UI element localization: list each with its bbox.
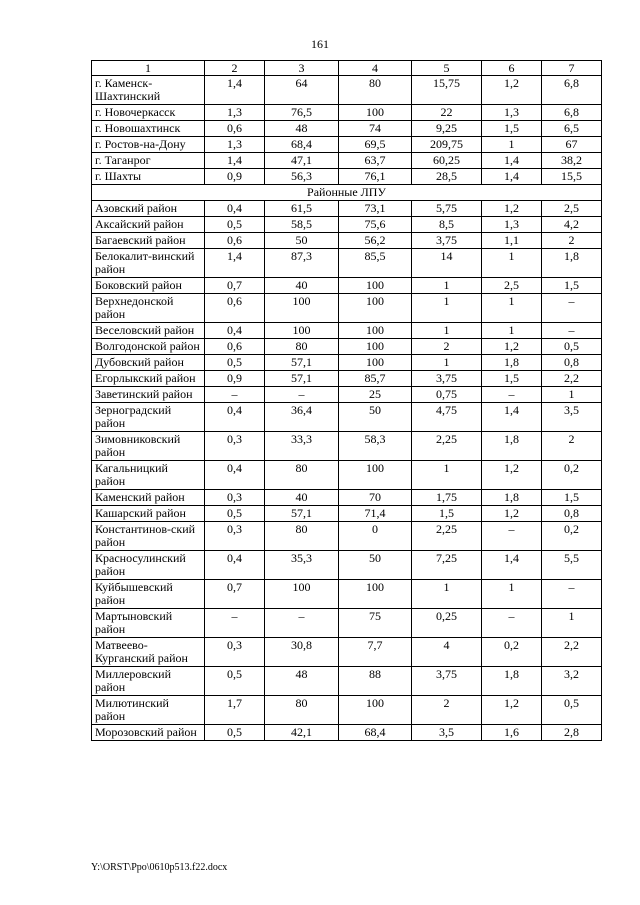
value-cell: 100	[265, 323, 339, 339]
table-row	[92, 153, 602, 169]
value-cell: 0,4	[205, 323, 265, 339]
value-cell: 1,1	[482, 233, 542, 249]
table-row	[92, 201, 602, 217]
value-cell: 2,2	[542, 638, 602, 667]
value-cell: 1,2	[482, 696, 542, 725]
value-cell: 50	[339, 551, 412, 580]
value-cell: 63,7	[339, 153, 412, 169]
value-cell: 76,5	[265, 105, 339, 121]
row-label-cell: Матвеево-Курганский район	[92, 638, 205, 667]
value-cell: 0,3	[205, 490, 265, 506]
value-cell: 1	[412, 278, 482, 294]
table-row	[92, 667, 602, 696]
value-cell: 1	[412, 323, 482, 339]
value-cell: 6,5	[542, 121, 602, 137]
row-label-cell: Зерноградский район	[92, 403, 205, 432]
table-row	[92, 105, 602, 121]
value-cell: –	[265, 387, 339, 403]
value-cell: 80	[265, 522, 339, 551]
value-cell: 1,8	[542, 249, 602, 278]
value-cell: 0,6	[205, 339, 265, 355]
value-cell: 0,7	[205, 580, 265, 609]
value-cell: 36,4	[265, 403, 339, 432]
value-cell: 58,3	[339, 432, 412, 461]
header-cell: 7	[542, 61, 602, 76]
value-cell: 100	[339, 323, 412, 339]
value-cell: 1	[482, 137, 542, 153]
table-row	[92, 696, 602, 725]
value-cell: 100	[339, 278, 412, 294]
value-cell: 1,4	[482, 551, 542, 580]
value-cell: 14	[412, 249, 482, 278]
value-cell: 1	[412, 355, 482, 371]
row-label-cell: Заветинский район	[92, 387, 205, 403]
value-cell: 7,25	[412, 551, 482, 580]
value-cell: 3,75	[412, 667, 482, 696]
value-cell: 3,5	[542, 403, 602, 432]
value-cell: 5,5	[542, 551, 602, 580]
row-label-cell: Веселовский район	[92, 323, 205, 339]
value-cell: 8,5	[412, 217, 482, 233]
row-label-cell: Миллеровский район	[92, 667, 205, 696]
value-cell: 1,5	[542, 278, 602, 294]
value-cell: 1,2	[482, 461, 542, 490]
value-cell: 69,5	[339, 137, 412, 153]
header-cell: 4	[339, 61, 412, 76]
value-cell: 1,5	[482, 371, 542, 387]
value-cell: 56,3	[265, 169, 339, 185]
value-cell: 40	[265, 490, 339, 506]
row-label-cell: Азовский район	[92, 201, 205, 217]
value-cell: 2	[542, 432, 602, 461]
table-row	[92, 217, 602, 233]
value-cell: 0,4	[205, 551, 265, 580]
value-cell: –	[542, 294, 602, 323]
table-row	[92, 355, 602, 371]
value-cell: 3,2	[542, 667, 602, 696]
value-cell: 0,4	[205, 461, 265, 490]
row-label-cell: Аксайский район	[92, 217, 205, 233]
table-row	[92, 638, 602, 667]
value-cell: 58,5	[265, 217, 339, 233]
row-label-cell: г. Новошахтинск	[92, 121, 205, 137]
value-cell: –	[482, 522, 542, 551]
table-row	[92, 339, 602, 355]
value-cell: 1,3	[205, 105, 265, 121]
row-label-cell: Кашарский район	[92, 506, 205, 522]
value-cell: 68,4	[339, 725, 412, 741]
table-row	[92, 461, 602, 490]
value-cell: 38,2	[542, 153, 602, 169]
value-cell: 0,6	[205, 121, 265, 137]
row-label-cell: Дубовский район	[92, 355, 205, 371]
value-cell: –	[542, 323, 602, 339]
value-cell: 0,5	[205, 506, 265, 522]
value-cell: 33,3	[265, 432, 339, 461]
value-cell: 0,3	[205, 522, 265, 551]
value-cell: 1,4	[205, 76, 265, 105]
value-cell: 75	[339, 609, 412, 638]
table-row	[92, 323, 602, 339]
value-cell: 74	[339, 121, 412, 137]
value-cell: 3,5	[412, 725, 482, 741]
value-cell: 1,5	[542, 490, 602, 506]
value-cell: 42,1	[265, 725, 339, 741]
value-cell: 1,8	[482, 667, 542, 696]
value-cell: 80	[339, 76, 412, 105]
row-label-cell: Белокалит-винский район	[92, 249, 205, 278]
value-cell: 0,4	[205, 403, 265, 432]
value-cell: 1,8	[482, 355, 542, 371]
value-cell: –	[265, 609, 339, 638]
value-cell: 1	[542, 609, 602, 638]
value-cell: 5,75	[412, 201, 482, 217]
value-cell: 0,2	[482, 638, 542, 667]
value-cell: 100	[339, 339, 412, 355]
value-cell: 48	[265, 667, 339, 696]
value-cell: 0,5	[205, 725, 265, 741]
value-cell: 2	[412, 339, 482, 355]
value-cell: 61,5	[265, 201, 339, 217]
value-cell: 1	[482, 580, 542, 609]
value-cell: 4	[412, 638, 482, 667]
value-cell: 0,4	[205, 201, 265, 217]
value-cell: 100	[339, 461, 412, 490]
value-cell: 7,7	[339, 638, 412, 667]
value-cell: 76,1	[339, 169, 412, 185]
table-row	[92, 387, 602, 403]
value-cell: 1	[482, 294, 542, 323]
header-cell: 3	[265, 61, 339, 76]
value-cell: 1,3	[205, 137, 265, 153]
file-path-footer: Y:\ORST\Ppo\0610p513.f22.docx	[91, 862, 228, 873]
value-cell: 0,9	[205, 169, 265, 185]
value-cell: 60,25	[412, 153, 482, 169]
value-cell: 1,4	[482, 169, 542, 185]
value-cell: 35,3	[265, 551, 339, 580]
table-row	[92, 580, 602, 609]
value-cell: 3,75	[412, 371, 482, 387]
table-row	[92, 249, 602, 278]
value-cell: –	[482, 609, 542, 638]
table-row	[92, 76, 602, 105]
value-cell: 57,1	[265, 371, 339, 387]
value-cell: 100	[339, 696, 412, 725]
value-cell: 0,5	[205, 217, 265, 233]
row-label-cell: Красносулинский район	[92, 551, 205, 580]
row-label-cell: Егорлыкский район	[92, 371, 205, 387]
value-cell: 50	[339, 403, 412, 432]
row-label-cell: Багаевский район	[92, 233, 205, 249]
value-cell: 70	[339, 490, 412, 506]
header-cell: 5	[412, 61, 482, 76]
value-cell: 1	[482, 323, 542, 339]
value-cell: 2,2	[542, 371, 602, 387]
header-cell: 2	[205, 61, 265, 76]
value-cell: 1,5	[412, 506, 482, 522]
value-cell: 100	[339, 355, 412, 371]
district-rows	[92, 201, 602, 741]
row-label-cell: Зимовниковский район	[92, 432, 205, 461]
value-cell: 68,4	[265, 137, 339, 153]
value-cell: 87,3	[265, 249, 339, 278]
value-cell: –	[542, 580, 602, 609]
value-cell: 15,75	[412, 76, 482, 105]
value-cell: 1,3	[482, 217, 542, 233]
value-cell: 2	[542, 233, 602, 249]
value-cell: 22	[412, 105, 482, 121]
value-cell: 0,3	[205, 432, 265, 461]
value-cell: 50	[265, 233, 339, 249]
value-cell: 2,25	[412, 522, 482, 551]
row-label-cell: Морозовский район	[92, 725, 205, 741]
value-cell: 67	[542, 137, 602, 153]
value-cell: 1	[482, 249, 542, 278]
value-cell: 0,5	[542, 339, 602, 355]
value-cell: 6,8	[542, 105, 602, 121]
row-label-cell: г. Новочеркасск	[92, 105, 205, 121]
table-row	[92, 294, 602, 323]
value-cell: 1	[412, 580, 482, 609]
value-cell: 47,1	[265, 153, 339, 169]
row-label-cell: Кагальницкий район	[92, 461, 205, 490]
value-cell: 0,8	[542, 506, 602, 522]
value-cell: 100	[339, 580, 412, 609]
value-cell: 1,8	[482, 432, 542, 461]
table-row	[92, 725, 602, 741]
value-cell: 40	[265, 278, 339, 294]
value-cell: 1,7	[205, 696, 265, 725]
header-cell: 1	[92, 61, 205, 76]
table-row	[92, 371, 602, 387]
value-cell: 1,75	[412, 490, 482, 506]
value-cell: 80	[265, 696, 339, 725]
value-cell: 100	[339, 105, 412, 121]
value-cell: 88	[339, 667, 412, 696]
value-cell: 100	[265, 580, 339, 609]
value-cell: 0,5	[205, 355, 265, 371]
value-cell: 30,8	[265, 638, 339, 667]
value-cell: 1,4	[482, 403, 542, 432]
value-cell: 0,8	[542, 355, 602, 371]
value-cell: 1	[412, 294, 482, 323]
value-cell: 0,25	[412, 609, 482, 638]
value-cell: 9,25	[412, 121, 482, 137]
table-row	[92, 278, 602, 294]
value-cell: 0,2	[542, 522, 602, 551]
header-cell: 6	[482, 61, 542, 76]
value-cell: 209,75	[412, 137, 482, 153]
value-cell: 0,7	[205, 278, 265, 294]
row-label-cell: г. Каменск-Шахтинский	[92, 76, 205, 105]
section-rows	[92, 185, 602, 201]
value-cell: 1,5	[482, 121, 542, 137]
table-row	[92, 551, 602, 580]
table-row	[92, 403, 602, 432]
value-cell: 1,4	[205, 153, 265, 169]
value-cell: –	[205, 609, 265, 638]
value-cell: 48	[265, 121, 339, 137]
value-cell: 2,5	[482, 278, 542, 294]
row-label-cell: Куйбышевский район	[92, 580, 205, 609]
value-cell: 75,6	[339, 217, 412, 233]
value-cell: 1,6	[482, 725, 542, 741]
value-cell: 2	[412, 696, 482, 725]
row-label-cell: Константинов-ский район	[92, 522, 205, 551]
value-cell: 1	[412, 461, 482, 490]
value-cell: 64	[265, 76, 339, 105]
value-cell: 1,4	[205, 249, 265, 278]
row-label-cell: Милютинский район	[92, 696, 205, 725]
value-cell: 100	[265, 294, 339, 323]
city-rows	[92, 76, 602, 185]
value-cell: 1,8	[482, 490, 542, 506]
value-cell: 4,2	[542, 217, 602, 233]
value-cell: 4,75	[412, 403, 482, 432]
table-row	[92, 506, 602, 522]
value-cell: 56,2	[339, 233, 412, 249]
value-cell: 73,1	[339, 201, 412, 217]
row-label-cell: г. Ростов-на-Дону	[92, 137, 205, 153]
row-label-cell: Волгодонской район	[92, 339, 205, 355]
value-cell: 3,75	[412, 233, 482, 249]
value-cell: 1,2	[482, 201, 542, 217]
table-row	[92, 137, 602, 153]
value-cell: 1,2	[482, 339, 542, 355]
value-cell: 80	[265, 339, 339, 355]
row-label-cell: г. Шахты	[92, 169, 205, 185]
value-cell: 1,4	[482, 153, 542, 169]
value-cell: 85,7	[339, 371, 412, 387]
value-cell: 0,6	[205, 233, 265, 249]
row-label-cell: Боковский район	[92, 278, 205, 294]
value-cell: 28,5	[412, 169, 482, 185]
value-cell: 71,4	[339, 506, 412, 522]
table-row	[92, 169, 602, 185]
row-label-cell: Каменский район	[92, 490, 205, 506]
row-label-cell: г. Таганрог	[92, 153, 205, 169]
value-cell: 57,1	[265, 506, 339, 522]
value-cell: 0,3	[205, 638, 265, 667]
value-cell: 15,5	[542, 169, 602, 185]
table-row	[92, 121, 602, 137]
table-row	[92, 233, 602, 249]
section-row	[92, 185, 602, 201]
value-cell: 0,9	[205, 371, 265, 387]
value-cell: 1	[542, 387, 602, 403]
table-row	[92, 609, 602, 638]
page-number: 161	[311, 37, 329, 51]
section-label: Районные ЛПУ	[92, 185, 602, 201]
value-cell: –	[205, 387, 265, 403]
value-cell: 85,5	[339, 249, 412, 278]
value-cell: 0,5	[205, 667, 265, 696]
value-cell: 57,1	[265, 355, 339, 371]
value-cell: 80	[265, 461, 339, 490]
value-cell: –	[482, 387, 542, 403]
value-cell: 0,2	[542, 461, 602, 490]
value-cell: 25	[339, 387, 412, 403]
value-cell: 100	[339, 294, 412, 323]
value-cell: 2,25	[412, 432, 482, 461]
data-table	[91, 60, 602, 741]
value-cell: 6,8	[542, 76, 602, 105]
table-row	[92, 432, 602, 461]
table-row	[92, 490, 602, 506]
value-cell: 1,2	[482, 76, 542, 105]
value-cell: 1,3	[482, 105, 542, 121]
value-cell: 1,2	[482, 506, 542, 522]
value-cell: 0,5	[542, 696, 602, 725]
value-cell: 2,5	[542, 201, 602, 217]
header-row	[92, 61, 602, 76]
row-label-cell: Верхнедонской район	[92, 294, 205, 323]
value-cell: 0,6	[205, 294, 265, 323]
value-cell: 0	[339, 522, 412, 551]
value-cell: 0,75	[412, 387, 482, 403]
row-label-cell: Мартыновский район	[92, 609, 205, 638]
table-row	[92, 522, 602, 551]
value-cell: 2,8	[542, 725, 602, 741]
